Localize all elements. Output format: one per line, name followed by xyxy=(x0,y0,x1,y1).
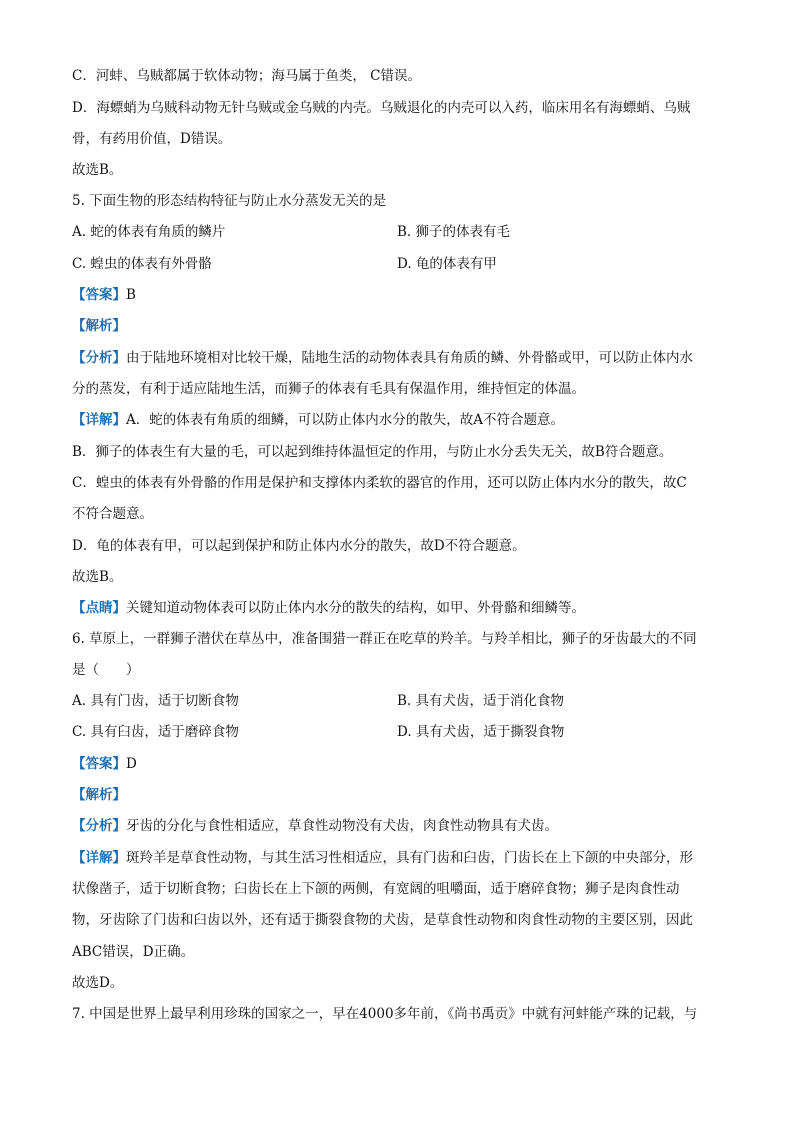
q5-xiangjie-line-b: B．狮子的体表生有大量的毛，可以起到维持体温恒定的作用，与防止水分丢失无关，故B符合题意。 xyxy=(72,444,673,460)
q6-answer-tag: 【答案】 xyxy=(72,756,126,772)
q6-option-a: A. 具有门齿，适于切断食物 xyxy=(72,693,239,709)
q6-xiangjie-line2: 状像凿子，适于切断食物；臼齿长在上下颌的两侧，有宽阔的咀嚼面，适于磨碎食物；狮子是肉食性动 xyxy=(72,881,680,897)
q4-conclusion: 故选B。 xyxy=(72,162,123,178)
q6-analysis-heading-line xyxy=(72,785,722,805)
q6-analysis-heading: 【解析】 xyxy=(72,787,126,803)
q6-fenxi-line xyxy=(72,816,722,836)
q4-option-d-explanation-line1: D．海螵蛸为乌贼科动物无针乌贼或金乌贼的内壳。乌贼退化的内壳可以入药，临床用名有海螵蛸、乌贼 xyxy=(72,100,691,116)
q6-xiangjie-text1: 斑羚羊是草食性动物，与其生活习性相适应，具有门齿和臼齿，门齿长在上下颌的中央部分，形 xyxy=(126,850,693,866)
q6-xiangjie-tag: 【详解】 xyxy=(72,850,126,866)
q5-option-c: C. 蝗虫的体表有外骨骼 xyxy=(72,256,212,272)
q5-xiangjie-line-c2: 不符合题意。 xyxy=(72,506,153,522)
q5-option-a: A. 蛇的体表有角质的鳞片 xyxy=(72,224,226,240)
q5-xiangjie-line-a xyxy=(72,410,722,430)
q5-dianjing-tag: 【点睛】 xyxy=(72,600,126,616)
q6-option-b: B. 具有犬齿，适于消化食物 xyxy=(397,693,565,709)
q6-fenxi-tag: 【分析】 xyxy=(72,818,126,834)
q6-option-d: D. 具有犬齿，适于撕裂食物 xyxy=(397,724,565,740)
q5-xiangjie-tag: 【详解】 xyxy=(72,412,126,428)
q5-dianjing-text: 关键知道动物体表可以防止体内水分的散失的结构，如甲、外骨骼和细鳞等。 xyxy=(126,600,585,616)
q6-fenxi-text: 牙齿的分化与食性相适应，草食性动物没有犬齿，肉食性动物具有犬齿。 xyxy=(126,818,558,834)
q6-xiangjie-line3: 物，牙齿除了门齿和臼齿以外，还有适于撕裂食物的犬齿，是草食性动物和肉食性动物的主要区别，因此 xyxy=(72,912,693,928)
q5-fenxi-line1 xyxy=(72,348,722,368)
q5-fenxi-tag: 【分析】 xyxy=(72,350,126,366)
q6-answer-line xyxy=(72,754,722,774)
q5-option-d: D. 龟的体表有甲 xyxy=(397,256,497,272)
q5-dianjing-line xyxy=(72,598,722,618)
q5-fenxi-text1: 由于陆地环境相对比较干燥，陆地生活的动物体表具有角质的鳞、外骨骼或甲，可以防止体内水 xyxy=(126,350,693,366)
q5-option-b: B. 狮子的体表有毛 xyxy=(397,224,511,240)
q5-fenxi-line2: 分的蒸发，有利于适应陆地生活，而狮子的体表有毛具有保温作用，维持恒定的体温。 xyxy=(72,381,585,397)
q5-answer-line xyxy=(72,285,722,305)
q6-answer-value: D xyxy=(126,756,137,772)
q5-stem: 5. 下面生物的形态结构特征与防止水分蒸发无关的是 xyxy=(72,193,387,209)
q6-stem-line1: 6. 草原上，一群狮子潜伏在草丛中，准备围猎一群正在吃草的羚羊。与羚羊相比，狮子的牙齿最大的不同 xyxy=(72,631,697,647)
q5-xiangjie-a-text: A．蛇的体表有角质的细鳞，可以防止体内水分的散失，故A不符合题意。 xyxy=(126,412,564,428)
q5-analysis-heading-line xyxy=(72,316,722,336)
q6-xiangjie-line4: ABC错误，D正确。 xyxy=(72,944,195,960)
q5-conclusion: 故选B。 xyxy=(72,569,123,585)
q6-option-c: C. 具有臼齿，适于磨碎食物 xyxy=(72,724,239,740)
q5-answer-tag: 【答案】 xyxy=(72,287,126,303)
q5-analysis-heading: 【解析】 xyxy=(72,318,126,334)
q6-conclusion: 故选D。 xyxy=(72,975,124,991)
q6-stem-line2: 是（ ） xyxy=(72,662,140,678)
q4-option-d-explanation-line2: 骨，有药用价值，D错误。 xyxy=(72,131,232,147)
q7-stem-line1: 7. 中国是世界上最早利用珍珠的国家之一，早在4000多年前，《尚书禹贡》中就有河蚌能产珠的记载，与 xyxy=(72,1006,698,1022)
q6-xiangjie-line1 xyxy=(72,848,722,868)
q5-xiangjie-line-d: D．龟的体表有甲，可以起到保护和防止体内水分的散失，故D不符合题意。 xyxy=(72,538,526,554)
q5-answer-value: B xyxy=(126,287,136,303)
q4-option-c-explanation: C．河蚌、乌贼都属于软体动物；海马属于鱼类， C错误。 xyxy=(72,68,421,84)
q5-xiangjie-line-c1: C．蝗虫的体表有外骨骼的作用是保护和支撑体内柔软的器官的作用，还可以防止体内水分的散失，故C xyxy=(72,475,687,491)
